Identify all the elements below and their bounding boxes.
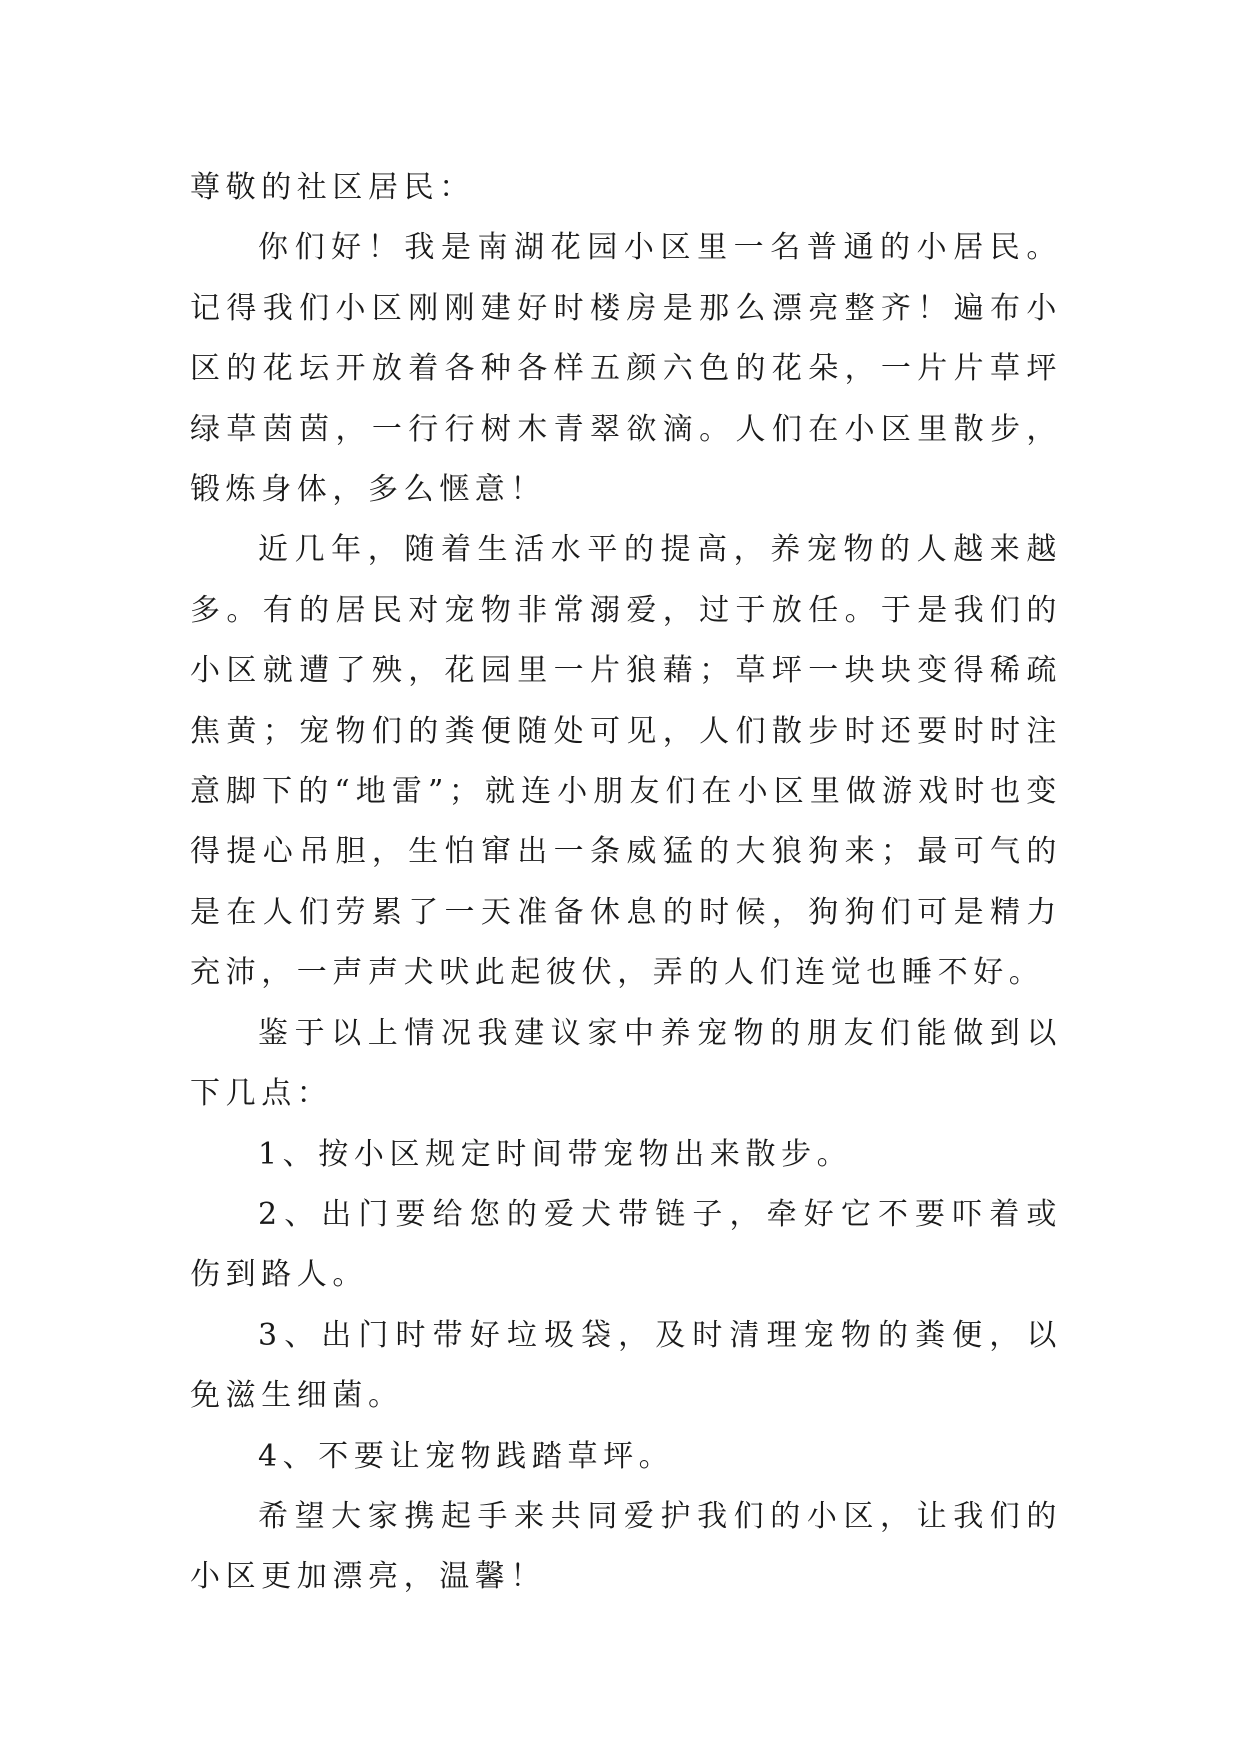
salutation: 尊敬的社区居民： <box>190 170 475 205</box>
letter-body <box>190 158 1062 1608</box>
paragraph-suggestion-intro: 鉴于以上情况我建议家中养宠物的朋友们能做到以下几点： <box>190 1015 1062 1112</box>
paragraph-greeting: 你们好！我是南湖花园小区里一名普通的小居民。记得我们小区刚刚建好时楼房是那么漂亮整齐！遍布小区的花坛开放着各种各样五颜六色的花朵，一片片草坪绿草茵茵，一行行树木青翠欲滴。人们在小区里散步，锻炼身体，多么惬意！ <box>190 230 1062 508</box>
paragraph-closing: 希望大家携起手来共同爱护我们的小区，让我们的小区更加漂亮，温馨！ <box>190 1498 1062 1595</box>
suggestion-item-2: 2、出门要给您的爱犬带链子，牵好它不要吓着或伤到路人。 <box>190 1196 1062 1293</box>
paragraph-problem: 近几年，随着生活水平的提高，养宠物的人越来越多。有的居民对宠物非常溺爱，过于放任。于是我们的小区就遭了殃，花园里一片狼藉；草坪一块块变得稀疏焦黄；宠物们的粪便随处可见，人们散步时还要时时注意脚下的“地雷”；就连小朋友们在小区里做游戏时也变得提心吊胆，生怕窜出一条威猛的大狼狗来；最可气的是在人们劳累了一天准备休息的时候，狗狗们可是精力充沛，一声声犬吠此起彼伏，弄的人们连觉也睡不好。 <box>190 532 1062 991</box>
suggestion-item-1: 1、按小区规定时间带宠物出来散步。 <box>258 1136 853 1172</box>
suggestion-item-4: 4、不要让宠物践踏草坪。 <box>258 1438 675 1474</box>
suggestion-item-3: 3、出门时带好垃圾袋，及时清理宠物的粪便，以免滋生细菌。 <box>190 1317 1062 1414</box>
